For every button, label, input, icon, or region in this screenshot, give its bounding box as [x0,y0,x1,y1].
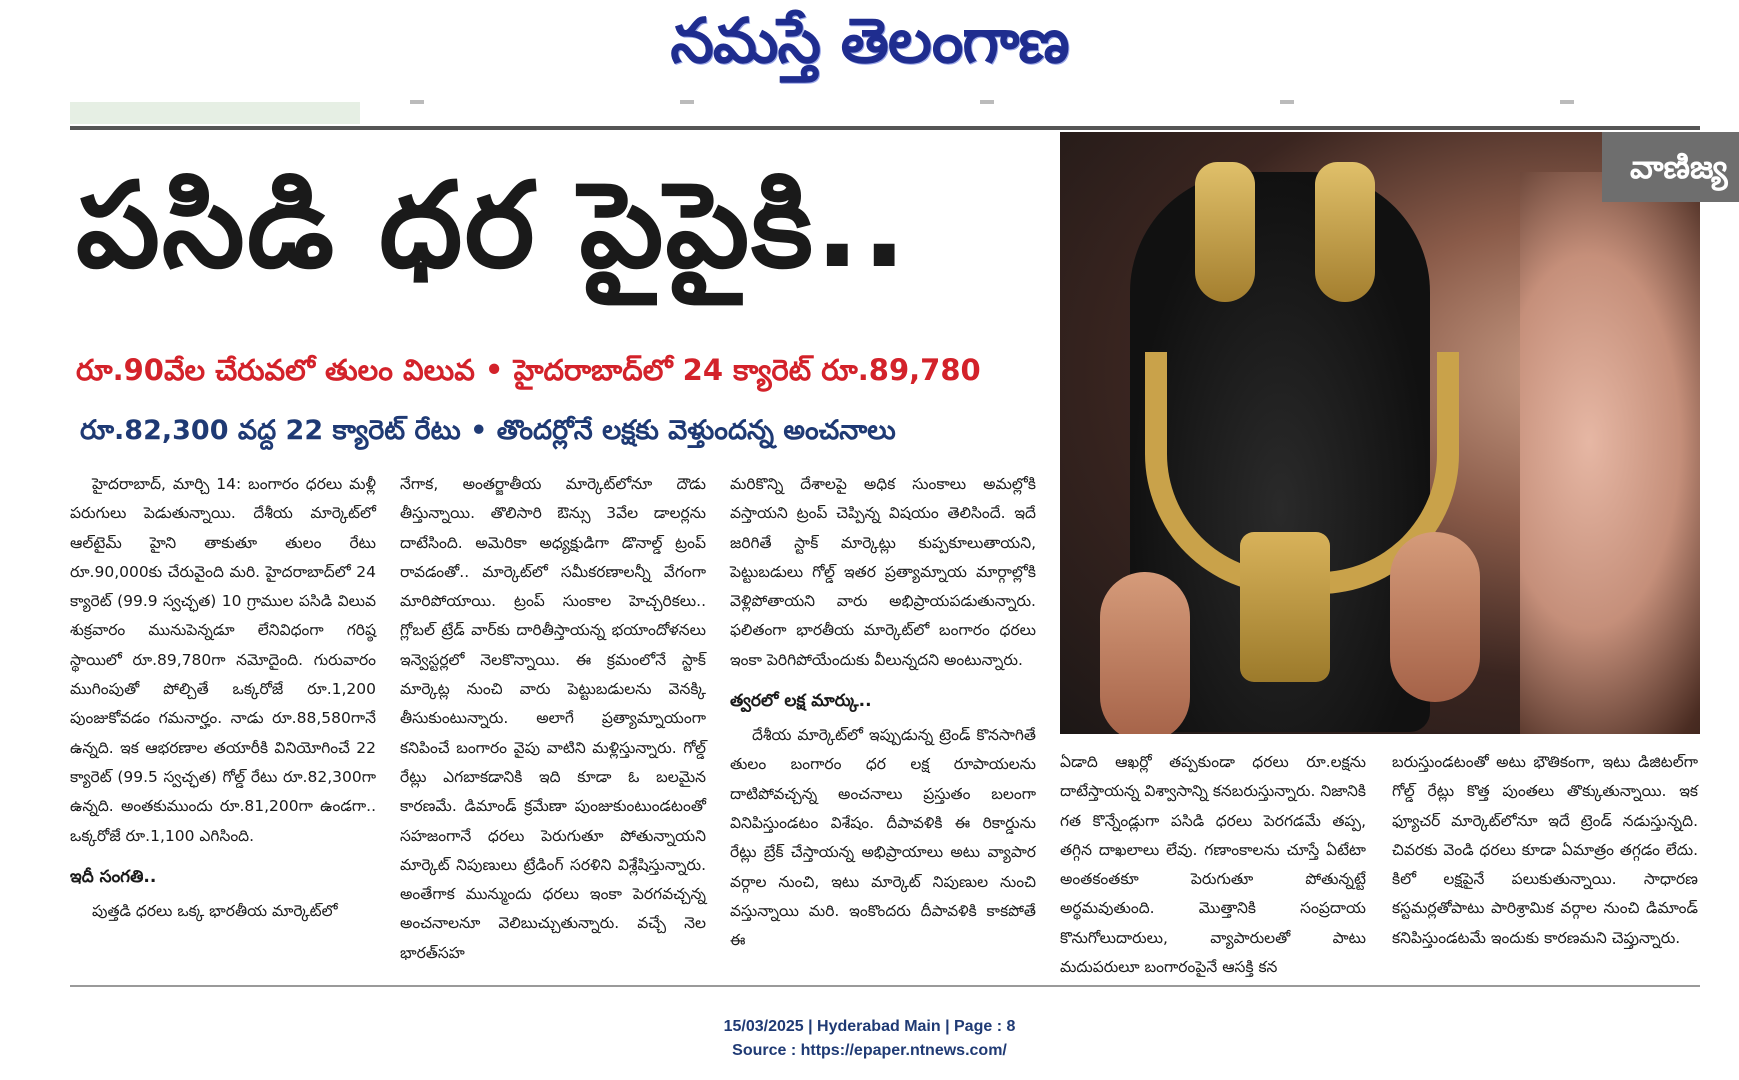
newspaper-masthead: నమస్తే తెలంగాణ [670,4,1069,77]
top-strip-shade [70,102,360,124]
woman-face [1520,172,1700,734]
article-headline: పసిడి ధర పైపైకి.. [76,156,909,294]
earring-right [1315,162,1375,302]
footer-rule [70,985,1700,987]
header-rule [70,126,1700,130]
footer-dateline: 15/03/2025 | Hyderabad Main | Page : 8 [723,1018,1016,1035]
subheadline-red: రూ.90వేల చేరువలో తులం విలువ • హైదరాబాద్‌లో 24 క్యారెట్ రూ.89,780 [76,353,981,387]
hand-left [1100,572,1190,734]
article-column-3 [730,470,1036,955]
article-column-1 [70,470,376,926]
paragraph: నేగాక, అంతర్జాతీయ మార్కెట్‌లోనూ దౌడు తీస్తున్నాయి. తొలిసారి ఔన్సు 3వేల డాలర్లను దాటేసింది. అమెరికా అధ్యక్షుడిగా డొనాల్డ్ ట్రంప్ రావడంతో.. మార్కెట్‌లో సమీకరణాలన్నీ వేగంగా మారిపోయాయి. ట్రంప్ సుంకాల హెచ్చరికలు.. గ్లోబల్ ట్రేడ్ వార్‌కు దారితీస్తాయన్న భయాందోళనలు ఇన్వెస్టర్లలో నెలకొన్నాయి. ఈ క్రమంలోనే స్టాక్ మార్కెట్ల నుంచి వారు పెట్టుబడులను వెనక్కి తీసుకుంటున్నారు. అలాగే ప్రత్యామ్నాయంగా కనిపించే బంగారం వైపు వాటిని మళ్లిస్తున్నారు. గోల్డ్ రేట్లు ఎగబాకడానికి ఇది కూడా ఓ బలమైన కారణమే. డిమాండ్ క్రమేణా పుంజుకుంటుండటంతో సహజంగానే ధరలు పెరుగుతూ పోతున్నాయని మార్కెట్ నిపుణులు ట్రేడింగ్ సరళిని విశ్లేషిస్తున్నారు. అంతేగాక మున్ముందు ధరలు ఇంకా పెరగవచ్చన్న అంచనాలనూ వెలిబుచ్చుతున్నారు. వచ్చే నెల భారత్‌సహ [400,475,706,962]
article-column-2 [400,470,706,968]
paragraph: బరుస్తుండటంతో అటు భౌతికంగా, ఇటు డిజిటల్‌గా గోల్డ్ రేట్లు కొత్త పుంతలు తొక్కుతున్నాయి. ఇక ఫ్యూచర్ మార్కెట్‌లోనూ ఇదే ట్రెండ్ నడుస్తున్నది. చివరకు వెండి ధరలు కూడా ఏమాత్రం తగ్గడం లేదు. కిలో లక్షపైనే పలుకుతున్నాయి. సాధారణ కస్టమర్లతోపాటు పారిశ్రామిక వర్గాల నుంచి డిమాండ్ కనిపిస్తుండటమే ఇందుకు కారణమని చెప్తున్నారు. [1392,753,1698,947]
paragraph: హైదరాబాద్, మార్చి 14: బంగారం ధరలు మళ్లీ పరుగులు పెడుతున్నాయి. దేశీయ మార్కెట్‌లో ఆల్‌టైమ్ హైని తాకుతూ తులం రేటు రూ.90,000కు చేరువైంది మరి. హైదరాబాద్‌లో 24 క్యారెట్ (99.9 స్వచ్ఛత) 10 గ్రాముల పసిడి విలువ శుక్రవారం మునుపెన్నడూ లేనివిధంగా గరిష్ఠ స్థాయిలో రూ.89,780గా నమోదైంది. గురువారం ముగింపుతో పోల్చితే ఒక్కరోజే రూ.1,200 పుంజుకోవడం గమనార్హం. నాడు రూ.88,580గానే ఉన్నది. ఇక ఆభరణాల తయారీకి వినియోగించే 22 క్యారెట్ (99.5 స్వచ్ఛత) గోల్డ్ రేటు రూ.82,300గా ఉన్నది. అంతకుముందు రూ.81,200గా ఉండగా.. ఒక్కరోజే రూ.1,100 ఎగిసింది. [70,475,376,845]
column-subheading: త్వరలో లక్ష మార్కు.. [730,691,872,712]
jewellery-photo [1060,132,1700,734]
article-column-4 [1060,748,1366,982]
paragraph: దేశీయ మార్కెట్‌లో ఇప్పుడున్న ట్రెండ్ కొనసాగితే తులం బంగారం ధర లక్ష రూపాయలను దాటిపోవచ్చన్న అంచనాలు ప్రస్తుతం బలంగా వినిపిస్తుండటం విశేషం. దీపావళికి ఈ రికార్డును రేట్లు బ్రేక్ చేస్తాయన్న అభిప్రాయాలు అటు వ్యాపార వర్గాల నుంచి, ఇటు మార్కెట్ నిపుణుల నుంచి వస్తున్నాయి మరి. ఇంకొందరు దీపావళికి కాకపోతే ఈ [730,726,1036,950]
paragraph: ఏడాది ఆఖర్లో తప్పకుండా ధరలు రూ.లక్షను దాటేస్తాయన్న విశ్వాసాన్ని కనబరుస్తున్నారు. నిజానికి గత కొన్నేండ్లుగా పసిడి ధరలు పెరగడమే తప్ప, తగ్గిన దాఖలాలు లేవు. గణాంకాలను చూస్తే ఏటేటా అంతకంతకూ పెరుగుతూ పోతున్నట్టే అర్థమవుతుంది. మొత్తానికి సంప్రదాయ కొనుగోలుదారులు, వ్యాపారులతో పాటు మదుపరులూ బంగారంపైనే ఆసక్తి కన [1060,753,1366,977]
earring-left [1195,162,1255,302]
column-subheading: ఇదీ సంగతి.. [70,866,157,887]
article-column-5 [1392,748,1698,953]
paragraph: పుత్తడి ధరలు ఒక్క భారతీయ మార్కెట్‌లో [92,901,338,920]
section-tag: వాణిజ్య [1602,132,1739,202]
footer-source: Source : https://epaper.ntnews.com/ [732,1042,1007,1059]
paragraph: మరికొన్ని దేశాలపై అధిక సుంకాలు అమల్లోకి వస్తాయని ట్రంప్ చెప్పిన్న విషయం తెలిసిందే. ఇదే జరిగితే స్టాక్ మార్కెట్లు కుప్పకూలుతాయని, పెట్టుబడులు గోల్డ్ ఇతర ప్రత్యామ్నాయ మార్గాల్లోకి వెళ్లిపోతాయని వారు అభిప్రాయపడుతున్నారు. ఫలితంగా భారతీయ మార్కెట్‌లో బంగారం ధరలు ఇంకా పెరిగిపోయేందుకు వీలున్నదని అంటున్నారు. [730,475,1036,669]
subheadline-blue: రూ.82,300 వద్ద 22 క్యారెట్ రేటు • తొందర్లోనే లక్షకు వెళ్తుందన్న అంచనాలు [80,415,896,446]
hand-right [1390,532,1480,702]
necklace-pendant [1240,532,1330,682]
top-strip-marks [380,100,1700,112]
